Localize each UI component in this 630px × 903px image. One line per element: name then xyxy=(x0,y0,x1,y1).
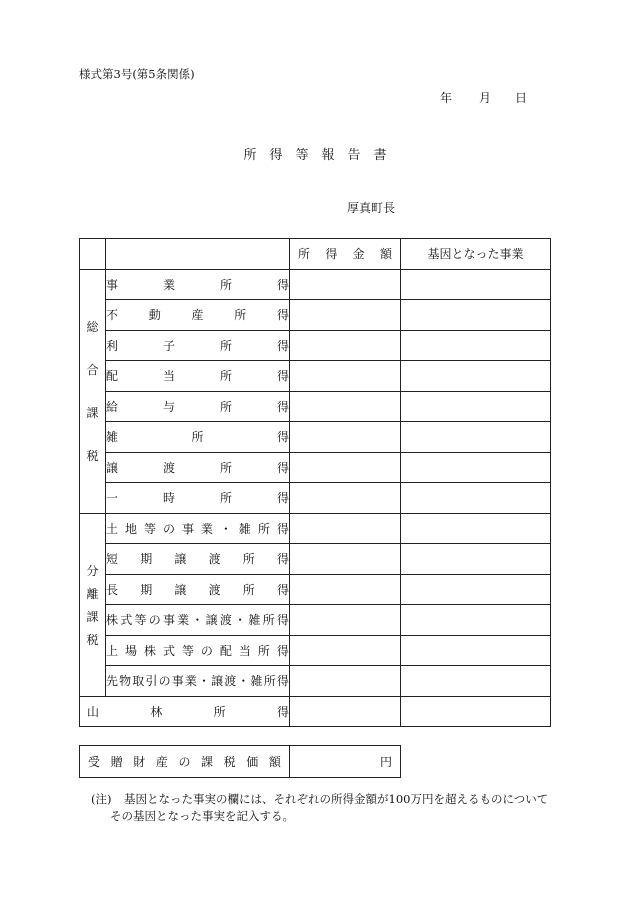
income-type-char: 利 xyxy=(106,338,119,353)
income-type-char: 地 xyxy=(124,521,137,536)
income-type-label xyxy=(106,605,290,636)
income-type-text xyxy=(106,306,289,323)
income-type-char: 等 xyxy=(134,613,147,628)
reason-cell[interactable] xyxy=(401,544,551,575)
income-type-char: 得 xyxy=(276,521,289,536)
amount-cell[interactable] xyxy=(290,605,401,636)
income-type-char: 渡 xyxy=(224,674,237,689)
income-type-char: 当 xyxy=(162,369,175,384)
header-row xyxy=(80,239,551,270)
income-type-char: 所 xyxy=(263,674,276,689)
mountain-char: 林 xyxy=(150,704,163,719)
reason-cell[interactable] xyxy=(401,635,551,666)
income-type-label xyxy=(106,269,290,300)
income-type-char: 不 xyxy=(106,308,119,323)
income-type-char: 事 xyxy=(106,277,119,292)
group-label-char: 総 xyxy=(86,320,99,334)
income-type-char: 子 xyxy=(162,338,175,353)
gift-row xyxy=(80,746,401,778)
reason-cell[interactable] xyxy=(401,513,551,544)
income-type-char: ・ xyxy=(197,674,210,689)
reason-cell[interactable] xyxy=(401,361,551,392)
income-type-char: 等 xyxy=(181,643,194,658)
income-type-char: 得 xyxy=(276,430,289,445)
income-type-char: 渡 xyxy=(162,460,175,475)
income-type-char: 雑 xyxy=(238,521,251,536)
income-type-char: 業 xyxy=(162,277,175,292)
amount-cell[interactable] xyxy=(290,696,401,727)
income-type-char: 所 xyxy=(219,399,232,414)
reason-cell[interactable] xyxy=(401,666,551,697)
income-type-text xyxy=(106,489,289,506)
income-row xyxy=(80,544,551,575)
gift-label-char: 受 xyxy=(88,755,101,769)
addressee: 厚真町長 xyxy=(347,201,396,215)
amount-cell[interactable] xyxy=(290,361,401,392)
income-row xyxy=(80,452,551,483)
amount-cell[interactable] xyxy=(290,300,401,331)
note-line2: その基因となった事実を記入する。 xyxy=(110,809,294,823)
income-type-text xyxy=(106,550,289,567)
income-type-char: ・ xyxy=(219,521,232,536)
income-type-char: 長 xyxy=(106,582,119,597)
date-month: 月 xyxy=(479,91,492,105)
income-type-char: ・ xyxy=(237,674,250,689)
income-type-char: 雑 xyxy=(248,613,261,628)
group-label-char: 税 xyxy=(86,632,99,647)
income-type-label xyxy=(106,422,290,453)
note-line1: 基因となった事実の欄には、それぞれの所得金額が100万円を超えるものについて xyxy=(124,792,549,806)
income-type-label xyxy=(106,544,290,575)
income-type-label xyxy=(106,361,290,392)
reason-cell[interactable] xyxy=(401,452,551,483)
income-type-char: 得 xyxy=(276,491,289,506)
income-type-char: 先 xyxy=(106,674,119,689)
income-type-char: 渡 xyxy=(219,613,232,628)
income-type-text xyxy=(106,672,289,689)
income-type-char: 式 xyxy=(162,643,175,658)
income-type-char: 株 xyxy=(143,643,156,658)
income-type-char: 上 xyxy=(106,643,119,658)
income-type-char: 所 xyxy=(219,338,232,353)
header-blank-1 xyxy=(80,239,106,270)
income-type-char: 譲 xyxy=(174,552,187,567)
income-type-char: 事 xyxy=(162,613,175,628)
income-type-char: 雑 xyxy=(106,430,119,445)
income-row xyxy=(80,635,551,666)
income-type-char: 渡 xyxy=(208,582,221,597)
income-type-char: 所 xyxy=(191,430,204,445)
amount-cell[interactable] xyxy=(290,513,401,544)
income-type-char: 雑 xyxy=(250,674,263,689)
income-type-char: 産 xyxy=(191,308,204,323)
date-day: 日 xyxy=(515,91,528,105)
amount-cell[interactable] xyxy=(290,452,401,483)
income-type-text xyxy=(106,642,289,659)
income-type-char: の xyxy=(200,643,213,658)
income-type-text xyxy=(106,520,289,537)
group-label-char: 分 xyxy=(86,563,99,578)
income-type-char: 所 xyxy=(234,308,247,323)
group-label-text xyxy=(80,562,105,648)
date-line xyxy=(440,89,527,106)
income-type-char: 得 xyxy=(276,552,289,567)
income-type-label xyxy=(106,330,290,361)
gift-label-char: 財 xyxy=(133,755,146,769)
amount-cell[interactable] xyxy=(290,635,401,666)
gift-label-char: 額 xyxy=(268,755,281,769)
income-type-char: ・ xyxy=(234,613,247,628)
gift-label-text xyxy=(88,753,281,770)
group-label-1 xyxy=(80,513,106,696)
income-type-char: 配 xyxy=(106,369,119,384)
income-type-char: 譲 xyxy=(211,674,224,689)
reason-cell[interactable] xyxy=(401,300,551,331)
gift-label-char: の xyxy=(178,755,191,769)
group-label-char: 課 xyxy=(86,406,99,420)
income-row xyxy=(80,422,551,453)
income-type-char: 所 xyxy=(242,582,255,597)
header-amount-char: 額 xyxy=(379,247,392,262)
mountain-char: 所 xyxy=(213,704,226,719)
income-type-char: 動 xyxy=(148,308,161,323)
income-type-label xyxy=(106,666,290,697)
amount-cell[interactable] xyxy=(290,391,401,422)
amount-cell[interactable] xyxy=(290,666,401,697)
mountain-label xyxy=(80,696,290,727)
income-type-char: 物 xyxy=(119,674,132,689)
income-type-char: 期 xyxy=(140,552,153,567)
income-type-char: 得 xyxy=(276,308,289,323)
income-type-char: 所 xyxy=(219,277,232,292)
income-row xyxy=(80,513,551,544)
income-type-label xyxy=(106,483,290,514)
income-type-text xyxy=(106,459,289,476)
income-type-char: 事 xyxy=(171,674,184,689)
income-type-char: 株 xyxy=(106,613,119,628)
income-type-label xyxy=(106,300,290,331)
income-type-char: 得 xyxy=(276,643,289,658)
income-type-char: 一 xyxy=(106,491,119,506)
income-type-char: 得 xyxy=(276,613,289,628)
income-type-char: 所 xyxy=(257,521,270,536)
income-type-char: 期 xyxy=(140,582,153,597)
income-row xyxy=(80,666,551,697)
income-type-text xyxy=(106,367,289,384)
income-type-char: の xyxy=(148,613,161,628)
income-type-char: 時 xyxy=(162,491,175,506)
group-label-0 xyxy=(80,269,106,513)
reason-cell[interactable] xyxy=(401,330,551,361)
income-type-char: 土 xyxy=(106,521,119,536)
group-label-char: 合 xyxy=(86,363,99,377)
gift-label-char: 税 xyxy=(223,755,236,769)
income-type-char: 所 xyxy=(219,491,232,506)
income-row xyxy=(80,391,551,422)
gift-label-char: 価 xyxy=(246,755,259,769)
income-type-char: 渡 xyxy=(208,552,221,567)
reason-cell[interactable] xyxy=(401,605,551,636)
income-type-char: 業 xyxy=(184,674,197,689)
income-type-label xyxy=(106,452,290,483)
income-type-char: 得 xyxy=(276,277,289,292)
amount-cell[interactable] xyxy=(290,422,401,453)
income-row xyxy=(80,574,551,605)
income-type-char: 給 xyxy=(106,399,119,414)
income-type-text xyxy=(106,611,289,628)
income-type-text xyxy=(106,428,289,445)
gift-label-char: 贈 xyxy=(110,755,123,769)
income-type-char: 業 xyxy=(200,521,213,536)
reason-cell[interactable] xyxy=(401,483,551,514)
income-type-char: 得 xyxy=(276,338,289,353)
reason-cell[interactable] xyxy=(401,269,551,300)
group-label-char: 離 xyxy=(86,586,99,601)
header-amount-char: 得 xyxy=(325,247,338,262)
reason-cell[interactable] xyxy=(401,574,551,605)
income-table xyxy=(79,238,551,727)
income-type-label xyxy=(106,635,290,666)
income-type-char: 得 xyxy=(276,674,289,689)
income-type-text xyxy=(106,398,289,415)
income-type-char: 所 xyxy=(257,643,270,658)
gift-amount-field[interactable]: 円 xyxy=(290,746,401,778)
mountain-char: 得 xyxy=(276,704,289,719)
header-amount-text xyxy=(290,245,400,262)
income-type-label xyxy=(106,574,290,605)
income-type-char: 式 xyxy=(120,613,133,628)
mountain-char: 山 xyxy=(87,704,100,719)
income-row xyxy=(80,330,551,361)
income-row xyxy=(80,483,551,514)
amount-cell[interactable] xyxy=(290,544,401,575)
income-type-text xyxy=(106,276,289,293)
income-row xyxy=(80,300,551,331)
header-reason: 基因となった事業 xyxy=(401,239,551,270)
income-type-char: 得 xyxy=(276,399,289,414)
income-type-char: 引 xyxy=(145,674,158,689)
gift-label-char: 課 xyxy=(201,755,214,769)
gift-table xyxy=(79,745,401,778)
income-type-text xyxy=(106,337,289,354)
mountain-row xyxy=(80,696,551,727)
income-type-char: の xyxy=(158,674,171,689)
amount-cell[interactable] xyxy=(290,483,401,514)
form-number: 様式第3号(第5条関係) xyxy=(79,67,195,81)
income-row xyxy=(80,269,551,300)
income-type-char: 譲 xyxy=(205,613,218,628)
amount-cell[interactable] xyxy=(290,269,401,300)
group-label-char: 税 xyxy=(86,449,99,463)
income-type-char: 業 xyxy=(177,613,190,628)
income-type-char: 譲 xyxy=(174,582,187,597)
reason-cell[interactable] xyxy=(401,422,551,453)
header-amount-char: 金 xyxy=(352,247,365,262)
header-amount xyxy=(290,239,401,270)
income-type-char: 短 xyxy=(106,552,119,567)
income-type-char: 場 xyxy=(124,643,137,658)
income-type-char: 得 xyxy=(276,582,289,597)
group-label-char: 課 xyxy=(86,609,99,624)
reason-cell[interactable] xyxy=(401,391,551,422)
income-row xyxy=(80,361,551,392)
amount-cell[interactable] xyxy=(290,574,401,605)
income-type-char: 得 xyxy=(276,460,289,475)
note-prefix: (注) xyxy=(91,792,112,806)
header-blank-2 xyxy=(106,239,290,270)
income-type-char: 等 xyxy=(143,521,156,536)
income-type-char: 配 xyxy=(219,643,232,658)
income-type-char: 得 xyxy=(276,369,289,384)
gift-label-char: 産 xyxy=(155,755,168,769)
income-row xyxy=(80,605,551,636)
income-type-char: の xyxy=(162,521,175,536)
gift-label xyxy=(80,746,290,778)
income-type-char: 所 xyxy=(219,369,232,384)
income-type-char: 事 xyxy=(181,521,194,536)
group-label-text xyxy=(80,318,105,464)
income-type-char: 譲 xyxy=(106,460,119,475)
income-type-char: 所 xyxy=(242,552,255,567)
income-type-char: 与 xyxy=(162,399,175,414)
income-type-char: 当 xyxy=(238,643,251,658)
amount-cell[interactable] xyxy=(290,330,401,361)
income-type-char: 所 xyxy=(219,460,232,475)
income-type-char: 所 xyxy=(262,613,275,628)
income-type-text xyxy=(106,581,289,598)
page-title: 所 得 等 報 告 書 xyxy=(243,148,387,163)
reason-cell[interactable] xyxy=(401,696,551,727)
income-type-label xyxy=(106,513,290,544)
income-type-char: ・ xyxy=(191,613,204,628)
header-amount-char: 所 xyxy=(298,247,311,262)
income-type-char: 取 xyxy=(132,674,145,689)
mountain-label-text xyxy=(87,703,289,720)
income-type-label xyxy=(106,391,290,422)
date-year: 年 xyxy=(440,91,453,105)
